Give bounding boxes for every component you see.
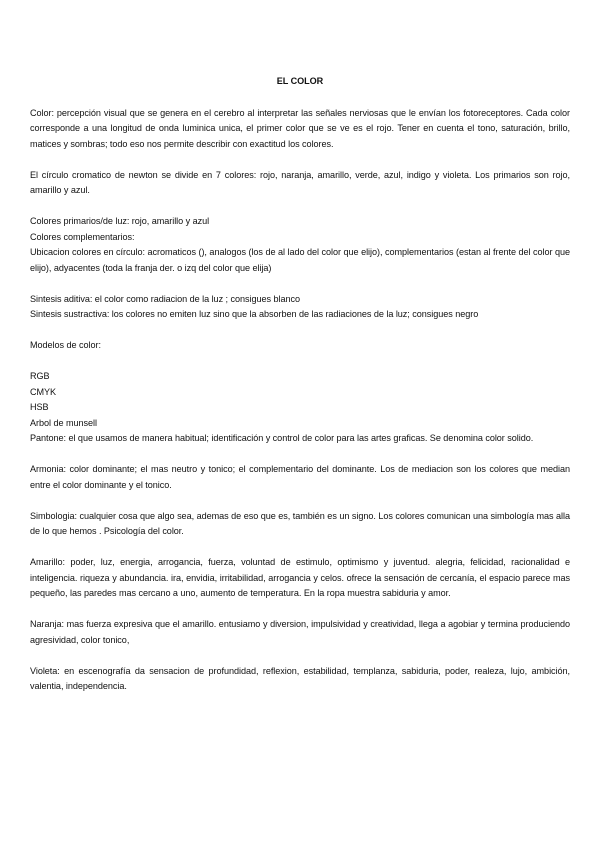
paragraph-circle-location: Ubicacion colores en círculo: acromaticos (), analogos (los de al lado del color que elijo), complementarios (estan al frente del color que elijo), adyacentes (toda la franja der. o izq del color que elija)	[30, 247, 570, 273]
document-title: EL COLOR	[276, 76, 324, 86]
paragraph-orange: Naranja: mas fuerza expresiva que el amarillo. entusiamo y diversion, impulsividad y creatividad, llega a agobiar y termina produciendo agresividad, color tonico,	[30, 619, 570, 645]
paragraph-pantone: Pantone: el que usamos de manera habitual; identificación y control de color para las artes graficas. Se denomina color solido.	[30, 433, 534, 443]
paragraph-color-definition: Color: percepción visual que se genera en el cerebro al interpretar las señales nerviosas que le envían los fotoreceptores. Cada color corresponde a una longitud de onda luminica unica, el primer color que se ve es el rojo. Tener en cuenta el tono, saturación, brillo, matices y sombras; todo eso nos permite describir con exactitud los colores.	[30, 107, 570, 149]
paragraph-harmony: Armonia: color dominante; el mas neutro y tonico; el complementario del dominante. Los de mediacion son los colores que median entre el color dominante y el tonico.	[30, 464, 570, 490]
list-item-model: Arbol de munsell	[30, 417, 97, 428]
line-complementary-colors: Colores complementarios:	[30, 231, 135, 242]
list-item-model: CMYK	[30, 386, 57, 397]
list-item-model: HSB	[30, 402, 49, 412]
line-color-models-heading: Modelos de color:	[30, 340, 101, 350]
paragraph-violet: Violeta: en escenografía da sensacion de profundidad, reflexion, estabilidad, templanza, sabiduria, poder, realeza, lujo, ambición, valentia, independencia.	[30, 665, 570, 691]
line-subtractive-synthesis: Sintesis sustractiva: los colores no emiten luz sino que la absorben de las radiaciones de la luz; consigues negro	[30, 309, 479, 319]
paragraph-symbology: Simbologia: cualquier cosa que algo sea, ademas de eso que es, también es un signo. Los colores comunican una simbología mas alla de lo que hemos . Psicología del color.	[30, 510, 570, 536]
list-item-model: RGB	[30, 371, 50, 381]
line-primary-colors: Colores primarios/de luz: rojo, amarillo y azul	[30, 216, 210, 226]
paragraph-newton-circle: El círculo cromatico de newton se divide en 7 colores: rojo, naranja, amarillo, verde, azul, indigo y violeta. Los primarios son rojo, amarillo y azul.	[30, 169, 570, 195]
document-page	[30, 74, 570, 695]
paragraph-yellow: Amarillo: poder, luz, energia, arrogancia, fuerza, voluntad de estimulo, optimismo y juventud. alegria, felicidad, racionalidad e inteligencia. riqueza y abundancia. ira, envidia, irritabilidad, arrogancia y celos. ofrece la sensación de cercanía, el espacio parece mas pequeño, las paredes mas cercano a uno, aumento de temperatura. En la ropa muestra sabiduria y amor.	[30, 557, 570, 598]
line-additive-synthesis: Sintesis aditiva: el color como radiacion de la luz ; consigues blanco	[30, 293, 300, 304]
